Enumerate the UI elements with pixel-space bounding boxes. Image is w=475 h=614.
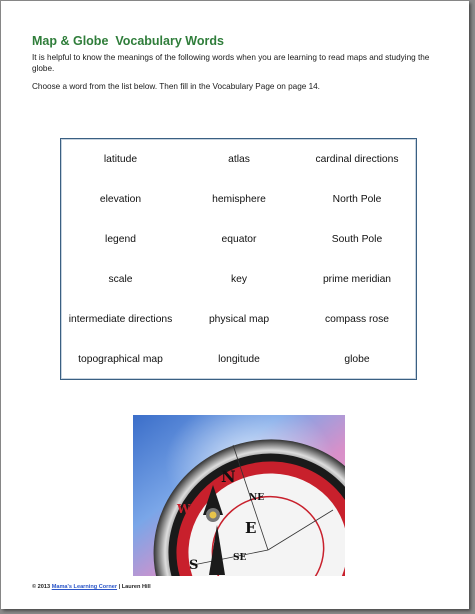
- svg-text:SE: SE: [233, 553, 247, 563]
- compass-photo: [133, 415, 345, 576]
- vocab-word: North Pole: [332, 193, 382, 205]
- vocab-word: atlas: [228, 153, 250, 165]
- footer-separator: |: [117, 584, 122, 590]
- footer-copyright: © 2013: [32, 584, 52, 590]
- vocab-word: hemisphere: [212, 193, 266, 205]
- page-title: Map & Globe Vocabulary Words: [32, 34, 224, 48]
- instructions-text: Choose a word from the list below. Then fill in the Vocabulary Page on page 14.: [32, 82, 320, 91]
- vocab-word: elevation: [99, 193, 142, 205]
- svg-text:NE: NE: [249, 493, 265, 503]
- vocab-word: key: [230, 273, 248, 285]
- vocab-word: prime meridian: [322, 273, 392, 285]
- footer-site-link[interactable]: Mama's Learning Corner: [51, 584, 118, 590]
- vocab-word: cardinal directions: [315, 153, 399, 165]
- vocab-word: latitude: [103, 153, 138, 165]
- vocab-word: intermediate directions: [68, 313, 173, 325]
- compass-icon: [133, 415, 345, 576]
- vocab-word: South Pole: [331, 233, 383, 245]
- footer-author: Lauren Hill: [121, 584, 151, 590]
- svg-text:E: E: [245, 519, 257, 537]
- svg-text:W: W: [177, 502, 191, 516]
- worksheet-page: [1, 1, 469, 609]
- vocab-word: globe: [344, 353, 370, 365]
- intro-text: It is helpful to know the meanings of the following words when you are learning to read maps and studying the globe.: [32, 53, 430, 73]
- svg-text:N: N: [221, 467, 236, 486]
- vocab-word: legend: [105, 233, 136, 245]
- vocab-word: equator: [221, 233, 257, 245]
- footer: [32, 584, 151, 590]
- svg-text:S: S: [189, 558, 199, 573]
- vocabulary-word-box: [60, 138, 417, 380]
- vocab-word: compass rose: [324, 313, 390, 325]
- vocab-word: physical map: [208, 313, 270, 325]
- vocab-word: longitude: [218, 353, 260, 365]
- vocab-word: scale: [108, 273, 133, 285]
- vocab-word: topographical map: [78, 353, 163, 365]
